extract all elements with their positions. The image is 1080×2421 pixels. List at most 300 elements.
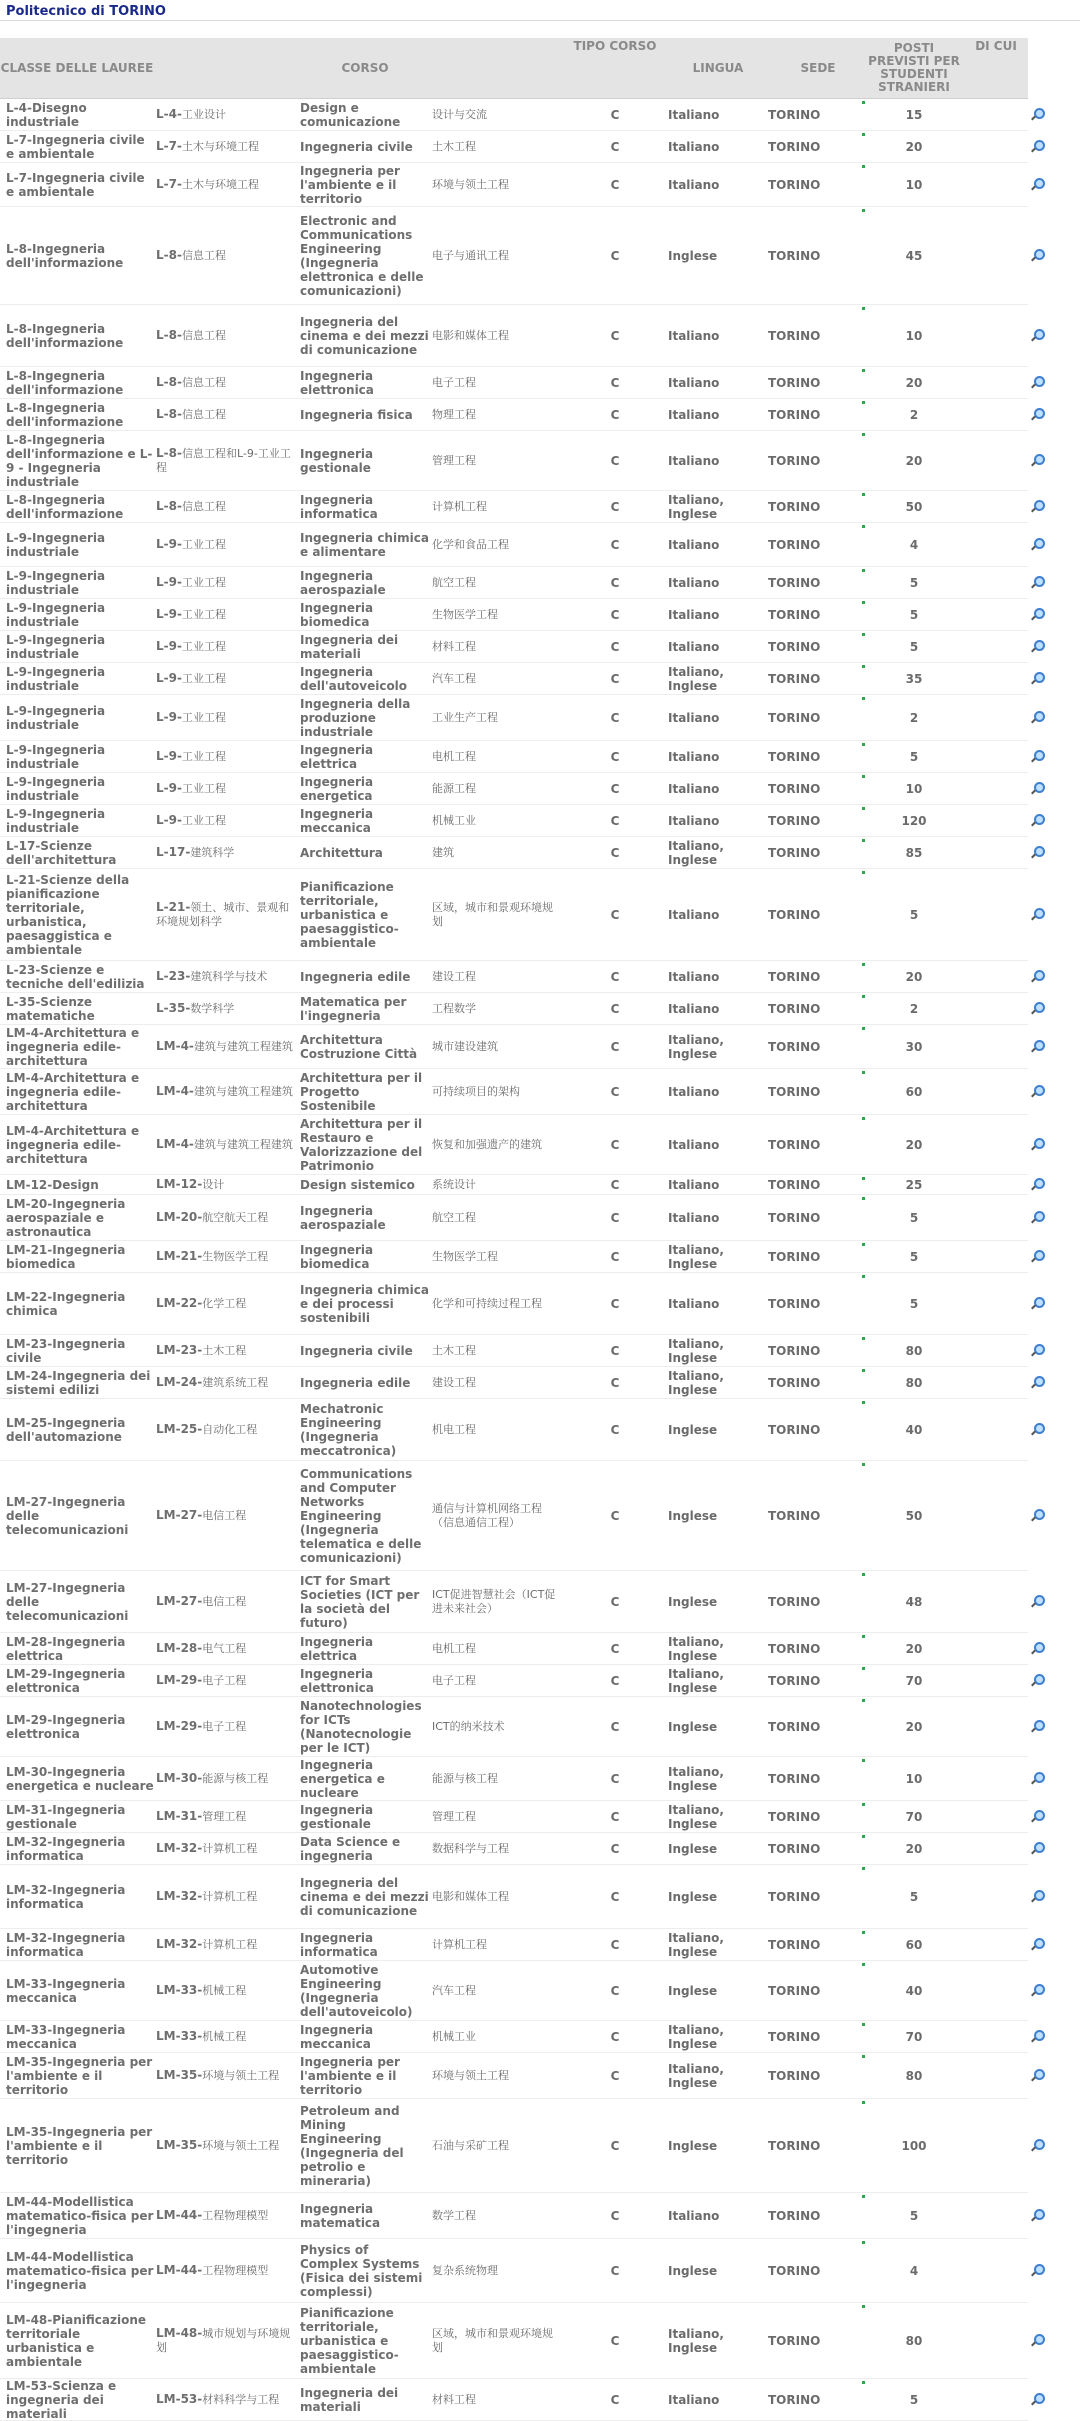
cell-corso-cn: 可持续项目的架构 [432, 1084, 520, 1098]
cell-posti: 5 [909, 1296, 919, 1311]
cell-lingua: Italiano [668, 639, 720, 654]
classe-cn: 计算机工程 [202, 1938, 258, 1951]
cell-corso-cn: 机械工业 [432, 2029, 476, 2043]
cell-posti: 10 [905, 781, 923, 796]
magnifier-icon[interactable] [1030, 1674, 1044, 1688]
cell-classe: LM-23-Ingegneria civile [6, 1336, 126, 1365]
table-row [0, 599, 1028, 631]
magnifier-icon[interactable] [1030, 576, 1044, 590]
cell-tipo: C [610, 177, 620, 192]
magnifier-icon[interactable] [1030, 249, 1044, 263]
classe-cn: 信息工程 [181, 500, 226, 513]
magnifier-icon[interactable] [1030, 1423, 1044, 1437]
cell-sede: TORINO [768, 1983, 821, 1998]
cell-sede: TORINO [768, 781, 821, 796]
cell-sede: TORINO [768, 1210, 821, 1225]
magnifier-icon[interactable] [1030, 108, 1044, 122]
table-row [0, 1571, 1028, 1633]
cell-tipo: C [610, 575, 620, 590]
magnifier-icon[interactable] [1030, 454, 1044, 468]
cell-corso: Architettura per il Progetto Sostenibile [300, 1070, 423, 1113]
cell-posti: 70 [905, 2029, 923, 2044]
cell-codice [156, 1025, 296, 1068]
magnifier-icon[interactable] [1030, 608, 1044, 622]
magnifier-icon[interactable] [1030, 1002, 1044, 1016]
cell-codice [156, 207, 296, 304]
marker-dot [862, 2195, 865, 2198]
cell-codice [156, 1801, 296, 1832]
magnifier-icon[interactable] [1030, 329, 1044, 343]
cell-classe: LM-48-Pianificazione territoriale urbanistica e ambientale [6, 2312, 147, 2369]
classe-code: L-7- [156, 177, 182, 191]
cell-codice [156, 773, 296, 804]
cell-classe: L-8-Ingegneria dell'informazione [6, 400, 124, 429]
cell-corso: Data Science e ingegneria [300, 1834, 401, 1863]
cell-posti: 5 [909, 607, 919, 622]
marker-dot [862, 1667, 865, 1670]
cell-classe: L-9-Ingegneria industriale [6, 703, 106, 732]
classe-code: LM-29- [156, 1719, 203, 1733]
cell-corso: Ingegneria biomedica [300, 600, 374, 629]
cell-corso: Ingegneria energetica e nucleare [300, 1757, 385, 1800]
cell-tipo: C [610, 1771, 620, 1786]
classe-cn: 计算机工程 [202, 1842, 258, 1855]
marker-dot [862, 2305, 865, 2308]
cell-lingua: Italiano, Inglese [668, 1930, 724, 1959]
magnifier-icon[interactable] [1030, 1138, 1044, 1152]
classe-code: L-17- [156, 845, 191, 859]
table-row [0, 2021, 1028, 2053]
classe-cn: 信息工程 [181, 249, 226, 262]
cell-posti: 80 [905, 2068, 923, 2083]
magnifier-icon[interactable] [1030, 2334, 1044, 2348]
cell-codice [156, 599, 296, 630]
table-row [0, 1757, 1028, 1801]
table-row [0, 431, 1028, 491]
classe-code: L-4- [156, 107, 182, 121]
cell-lingua: Italiano, Inglese [668, 1032, 724, 1061]
cell-sede: TORINO [768, 907, 821, 922]
cell-lingua: Inglese [668, 1719, 718, 1734]
cell-sede: TORINO [768, 710, 821, 725]
marker-dot [862, 493, 865, 496]
cell-posti: 40 [905, 1983, 923, 1998]
marker-dot [862, 209, 865, 212]
classe-code: L-35- [156, 1001, 191, 1015]
classe-cn: 自动化工程 [202, 1423, 258, 1436]
magnifier-icon[interactable] [1030, 814, 1044, 828]
magnifier-icon[interactable] [1030, 1178, 1044, 1192]
table-row [0, 399, 1028, 431]
cell-sede: TORINO [768, 537, 821, 552]
table-row [0, 1195, 1028, 1241]
cell-lingua: Italiano [668, 781, 720, 796]
cell-sede: TORINO [768, 107, 821, 122]
cell-sede: TORINO [768, 813, 821, 828]
cell-codice [156, 741, 296, 772]
classe-code: LM-44- [156, 2208, 203, 2222]
cell-lingua: Inglese [668, 1594, 718, 1609]
classe-code: L-9- [156, 537, 182, 551]
table-row [0, 993, 1028, 1025]
classe-code: L-9- [156, 575, 182, 589]
magnifier-icon[interactable] [1030, 376, 1044, 390]
header-corso: CORSO [341, 60, 389, 75]
cell-codice [156, 805, 296, 836]
classe-cn: 信息工程和L-9-工业工程 [156, 447, 291, 474]
magnifier-icon[interactable] [1030, 711, 1044, 725]
cell-corso-cn: 能源工程 [432, 781, 476, 795]
cell-corso: Ingegneria meccanica [300, 806, 374, 835]
magnifier-icon[interactable] [1030, 538, 1044, 552]
cell-codice [156, 837, 296, 868]
cell-corso-cn: 区域，城市和景观环境规划 [432, 900, 553, 928]
cell-corso-cn: 工程数学 [432, 1001, 476, 1015]
cell-corso-cn: 航空工程 [432, 575, 476, 589]
cell-lingua: Italiano [668, 1137, 720, 1152]
cell-tipo: C [610, 1177, 620, 1192]
cell-codice [156, 305, 296, 366]
cell-sede: TORINO [768, 575, 821, 590]
cell-lingua: Italiano [668, 749, 720, 764]
marker-dot [862, 1117, 865, 1120]
classe-code: L-7- [156, 139, 182, 153]
cell-sede: TORINO [768, 453, 821, 468]
cell-tipo: C [610, 1084, 620, 1099]
cell-corso-cn: 电影和媒体工程 [432, 328, 509, 342]
cell-codice [156, 2099, 296, 2192]
cell-classe: L-4-Disegno industriale [6, 100, 87, 129]
cell-classe: LM-32-Ingegneria informatica [6, 1834, 126, 1863]
cell-posti: 5 [909, 749, 919, 764]
magnifier-icon[interactable] [1030, 846, 1044, 860]
cell-posti: 30 [905, 1039, 923, 1054]
cell-corso-cn: 机电工程 [432, 1422, 476, 1436]
cell-tipo: C [610, 2138, 620, 2153]
classe-code: LM-35- [156, 2068, 203, 2082]
magnifier-icon[interactable] [1030, 140, 1044, 154]
table-row [0, 2099, 1028, 2193]
table-row [0, 2053, 1028, 2099]
cell-lingua: Italiano [668, 1210, 720, 1225]
magnifier-icon[interactable] [1030, 1720, 1044, 1734]
cell-tipo: C [610, 1249, 620, 1264]
magnifier-icon[interactable] [1030, 1984, 1044, 1998]
table-header [0, 38, 1028, 99]
magnifier-icon[interactable] [1030, 908, 1044, 922]
cell-corso-cn: 电机工程 [432, 1641, 476, 1655]
cell-sede: TORINO [768, 671, 821, 686]
cell-classe: LM-22-Ingegneria chimica [6, 1289, 126, 1318]
cell-sede: TORINO [768, 1249, 821, 1264]
cell-corso: Ingegneria gestionale [300, 446, 374, 475]
classe-cn: 化学工程 [202, 1297, 247, 1310]
cell-lingua: Inglese [668, 2138, 718, 2153]
classe-code: L-8- [156, 248, 182, 262]
magnifier-icon[interactable] [1030, 1509, 1044, 1523]
cell-corso: Ingegneria informatica [300, 492, 378, 521]
cell-tipo: C [610, 1296, 620, 1311]
cell-posti: 10 [905, 328, 923, 343]
magnifier-icon[interactable] [1030, 1344, 1044, 1358]
classe-code: LM-32- [156, 1889, 203, 1903]
classe-cn: 电子工程 [202, 1720, 247, 1733]
cell-lingua: Italiano [668, 2392, 720, 2407]
cell-posti: 10 [905, 177, 923, 192]
cell-lingua: Italiano [668, 813, 720, 828]
cell-classe: L-23-Scienze e tecniche dell'edilizia [6, 962, 145, 991]
cell-classe: LM-29-Ingegneria elettronica [6, 1666, 126, 1695]
classe-cn: 数学科学 [190, 1002, 235, 1015]
table-row [0, 1399, 1028, 1461]
cell-corso: Ingegneria chimica e dei processi sostenibili [300, 1282, 429, 1325]
cell-tipo: C [610, 1937, 620, 1952]
table-row [0, 305, 1028, 367]
magnifier-icon[interactable] [1030, 640, 1044, 654]
cell-classe: LM-31-Ingegneria gestionale [6, 1802, 126, 1831]
cell-classe: LM-21-Ingegneria biomedica [6, 1242, 126, 1271]
table-row [0, 1069, 1028, 1115]
table-row [0, 1115, 1028, 1175]
cell-codice [156, 2379, 296, 2420]
cell-codice [156, 1241, 296, 1272]
magnifier-icon[interactable] [1030, 1040, 1044, 1054]
cell-corso-cn: 土木工程 [432, 1343, 476, 1357]
magnifier-icon[interactable] [1030, 1085, 1044, 1099]
cell-tipo: C [610, 328, 620, 343]
cell-lingua: Italiano, Inglese [668, 1368, 724, 1397]
magnifier-icon[interactable] [1030, 782, 1044, 796]
marker-dot [862, 1803, 865, 1806]
classe-code: L-9- [156, 781, 182, 795]
cell-posti: 20 [905, 375, 923, 390]
classe-code: L-23- [156, 969, 191, 983]
cell-codice [156, 2193, 296, 2238]
table-row [0, 523, 1028, 567]
magnifier-icon[interactable] [1030, 1642, 1044, 1656]
cell-codice [156, 367, 296, 398]
cell-sede: TORINO [768, 2068, 821, 2083]
classe-cn: 工业工程 [181, 814, 226, 827]
header-posti: POSTI PREVISTI PER STUDENTI STRANIERI [868, 41, 960, 94]
cell-codice [156, 131, 296, 162]
magnifier-icon[interactable] [1030, 1595, 1044, 1609]
cell-posti: 85 [905, 845, 923, 860]
cell-sede: TORINO [768, 1641, 821, 1656]
cell-corso: Ingegneria elettronica [300, 1666, 374, 1695]
cell-lingua: Inglese [668, 1508, 718, 1523]
classe-cn: 电信工程 [202, 1595, 247, 1608]
cell-posti: 5 [909, 1889, 919, 1904]
cell-tipo: C [610, 139, 620, 154]
magnifier-icon[interactable] [1030, 970, 1044, 984]
classe-code: L-8- [156, 446, 182, 460]
cell-corso: Petroleum and Mining Engineering (Ingegneria del petrolio e mineraria) [300, 2103, 404, 2188]
cell-corso: Design sistemico [300, 1177, 415, 1192]
table-row [0, 869, 1028, 961]
table-row [0, 2193, 1028, 2239]
magnifier-icon[interactable] [1030, 1211, 1044, 1225]
magnifier-icon[interactable] [1030, 2069, 1044, 2083]
classe-cn: 领土、城市、景观和环境规划科学 [156, 901, 290, 928]
magnifier-icon[interactable] [1030, 1890, 1044, 1904]
cell-tipo: C [610, 1641, 620, 1656]
cell-corso: Ingegneria edile [300, 1375, 411, 1390]
classe-cn: 建筑科学与技术 [190, 970, 268, 983]
cell-classe: L-9-Ingegneria industriale [6, 664, 106, 693]
cell-lingua: Italiano, Inglese [668, 664, 724, 693]
magnifier-icon[interactable] [1030, 408, 1044, 422]
marker-dot [862, 1177, 865, 1180]
classe-cn: 工业工程 [181, 672, 226, 685]
cell-codice [156, 1833, 296, 1864]
cell-classe: LM-35-Ingegneria per l'ambiente e il territorio [6, 2124, 153, 2167]
cell-corso-cn: 计算机工程 [432, 1937, 487, 1951]
magnifier-icon[interactable] [1030, 1810, 1044, 1824]
magnifier-icon[interactable] [1030, 1250, 1044, 1264]
marker-dot [862, 1275, 865, 1278]
cell-tipo: C [610, 537, 620, 552]
table-row [0, 1665, 1028, 1697]
cell-posti: 10 [905, 1771, 923, 1786]
cell-posti: 50 [905, 499, 923, 514]
cell-tipo: C [610, 1508, 620, 1523]
classe-cn: 工程物理模型 [202, 2209, 269, 2222]
magnifier-icon[interactable] [1030, 500, 1044, 514]
magnifier-icon[interactable] [1030, 750, 1044, 764]
classe-code: L-8- [156, 328, 182, 342]
magnifier-icon[interactable] [1030, 672, 1044, 686]
cell-tipo: C [610, 781, 620, 796]
cell-posti: 5 [909, 639, 919, 654]
cell-sede: TORINO [768, 1719, 821, 1734]
cell-corso: Ingegneria per l'ambiente e il territorio [300, 163, 400, 206]
cell-lingua: Italiano, Inglese [668, 2061, 724, 2090]
cell-sede: TORINO [768, 1889, 821, 1904]
magnifier-icon[interactable] [1030, 2030, 1044, 2044]
cell-corso: Ingegneria elettrica [300, 742, 374, 771]
cell-sede: TORINO [768, 1084, 821, 1099]
magnifier-icon[interactable] [1030, 2264, 1044, 2278]
cell-classe: LM-44-Modellistica matematico-fisica per l'ingegneria [6, 2249, 154, 2292]
cell-sede: TORINO [768, 969, 821, 984]
table-row [0, 491, 1028, 523]
cell-corso: Ingegneria dell'autoveicolo [300, 664, 408, 693]
cell-sede: TORINO [768, 845, 821, 860]
title-divider [0, 20, 1080, 21]
magnifier-icon[interactable] [1030, 2393, 1044, 2407]
cell-corso-cn: 管理工程 [432, 1809, 476, 1823]
cell-corso: Ingegneria dei materiali [300, 2385, 399, 2414]
cell-classe: L-8-Ingegneria dell'informazione e L-9 - Ingegneria industriale [6, 432, 153, 489]
cell-lingua: Italiano [668, 375, 720, 390]
cell-posti: 2 [909, 407, 919, 422]
classe-cn: 信息工程 [181, 408, 226, 421]
classe-cn: 工业工程 [181, 576, 226, 589]
cell-sede: TORINO [768, 1296, 821, 1311]
cell-tipo: C [610, 2333, 620, 2348]
cell-lingua: Italiano [668, 107, 720, 122]
cell-corso: Pianificazione territoriale, urbanistica e paesaggistico-ambientale [300, 879, 399, 950]
cell-lingua: Italiano [668, 1177, 720, 1192]
magnifier-icon[interactable] [1030, 1938, 1044, 1952]
cell-tipo: C [610, 375, 620, 390]
magnifier-icon[interactable] [1030, 1376, 1044, 1390]
cell-posti: 40 [905, 1422, 923, 1437]
classe-code: LM-48- [156, 2326, 203, 2340]
marker-dot [862, 633, 865, 636]
cell-posti: 120 [901, 813, 927, 828]
cell-lingua: Inglese [668, 248, 718, 263]
cell-tipo: C [610, 1137, 620, 1152]
magnifier-icon[interactable] [1030, 1297, 1044, 1311]
cell-codice [156, 1175, 296, 1194]
cell-classe: LM-25-Ingegneria dell'automazione [6, 1415, 126, 1444]
cell-lingua: Italiano, Inglese [668, 492, 724, 521]
classe-code: L-9- [156, 671, 182, 685]
classe-cn: 机械工程 [202, 2030, 247, 2043]
cell-posti: 20 [905, 1719, 923, 1734]
cell-tipo: C [610, 907, 620, 922]
classe-cn: 城市规划与环境规划 [156, 2327, 291, 2354]
classe-code: L-8- [156, 375, 182, 389]
cell-codice [156, 2239, 296, 2302]
classe-code: LM-4- [156, 1039, 194, 1053]
cell-corso: Ingegneria aerospaziale [300, 1203, 386, 1232]
header-tipo: TIPO CORSO [573, 39, 657, 53]
cell-classe: L-8-Ingegneria dell'informazione [6, 241, 124, 270]
cell-tipo: C [610, 710, 620, 725]
marker-dot [862, 2381, 865, 2384]
magnifier-icon[interactable] [1030, 1772, 1044, 1786]
marker-dot [862, 1635, 865, 1638]
cell-codice [156, 695, 296, 740]
cell-sede: TORINO [768, 1594, 821, 1609]
cell-corso-cn: 化学和食品工程 [432, 537, 509, 551]
marker-dot [862, 995, 865, 998]
cell-corso-cn: 电影和媒体工程 [432, 1889, 509, 1903]
cell-codice [156, 1115, 296, 1174]
cell-corso-cn: 机械工业 [432, 813, 476, 827]
cell-sede: TORINO [768, 407, 821, 422]
cell-corso: Ingegneria del cinema e dei mezzi di comunicazione [300, 1875, 429, 1918]
cell-tipo: C [610, 107, 620, 122]
magnifier-icon[interactable] [1030, 2209, 1044, 2223]
cell-corso-cn: 管理工程 [432, 453, 476, 467]
cell-classe: L-9-Ingegneria industriale [6, 774, 106, 803]
cell-sede: TORINO [768, 2138, 821, 2153]
classe-code: LM-33- [156, 2029, 203, 2043]
magnifier-icon[interactable] [1030, 178, 1044, 192]
magnifier-icon[interactable] [1030, 2139, 1044, 2153]
marker-dot [862, 569, 865, 572]
classe-code: LM-27- [156, 1508, 203, 1522]
classe-code: L-9- [156, 710, 182, 724]
table-row [0, 567, 1028, 599]
cell-corso-cn: 电子与通讯工程 [432, 248, 509, 262]
magnifier-icon[interactable] [1030, 1842, 1044, 1856]
classe-cn: 生物医学工程 [202, 1250, 269, 1263]
cell-classe: L-9-Ingegneria industriale [6, 632, 106, 661]
cell-lingua: Italiano [668, 453, 720, 468]
cell-sede: TORINO [768, 1771, 821, 1786]
table-row [0, 163, 1028, 207]
cell-corso: Mechatronic Engineering (Ingegneria meccatronica) [300, 1401, 397, 1458]
cell-tipo: C [610, 1673, 620, 1688]
cell-classe: LM-33-Ingegneria meccanica [6, 2022, 126, 2051]
cell-tipo: C [610, 1343, 620, 1358]
classe-code: LM-31- [156, 1809, 203, 1823]
